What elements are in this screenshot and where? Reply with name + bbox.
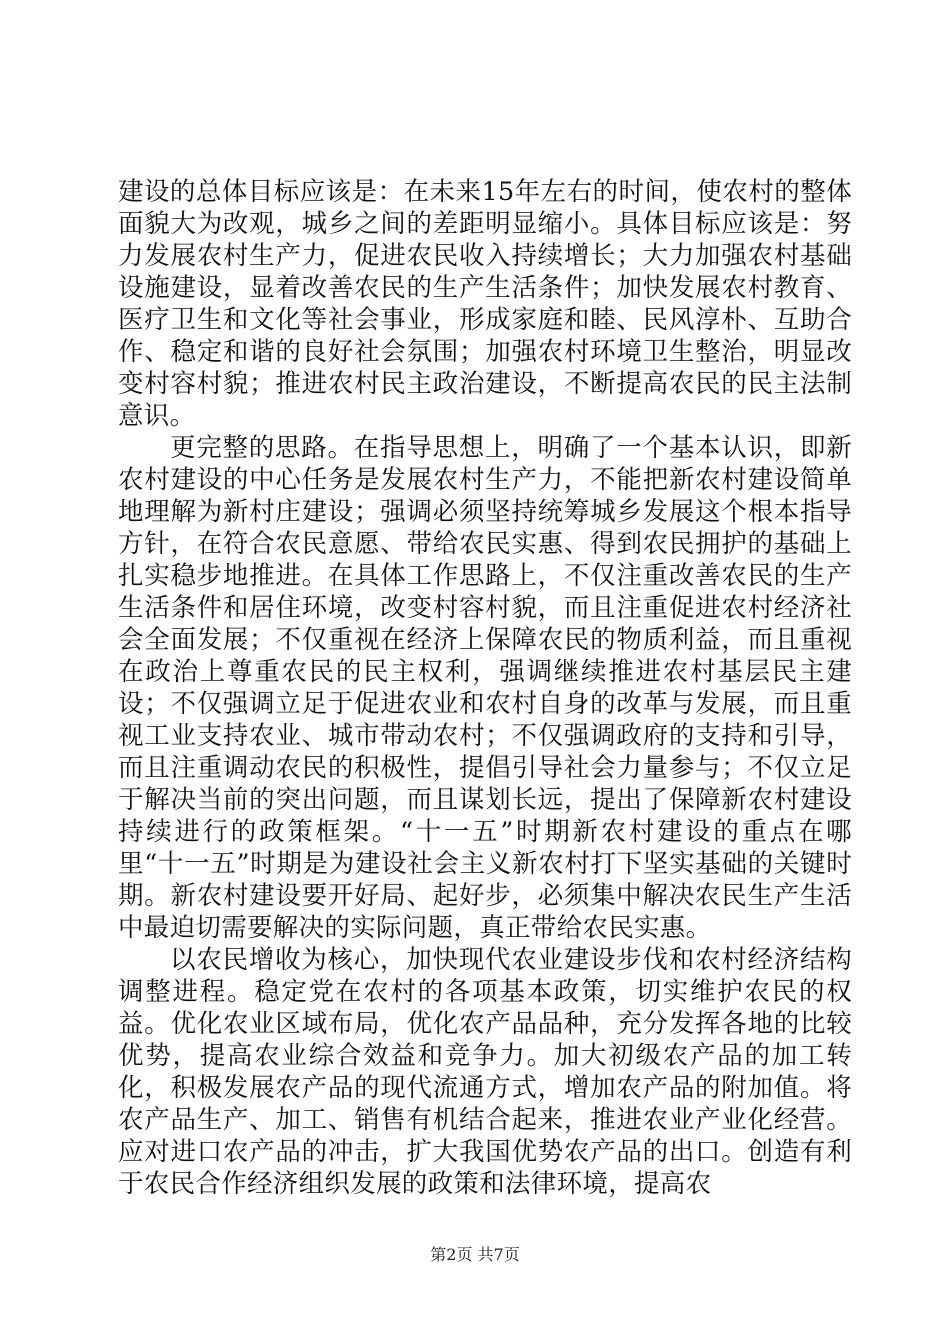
- document-body: [118, 176, 852, 1200]
- page-footer: 第2页 共7页: [430, 1245, 520, 1264]
- paragraph-farmer-income: 以农民增收为核心，加快现代农业建设步伐和农村经济结构调整进程。稳定党在农村的各项基本政策，切实维护农民的权益。优化农业区域布局，优化农产品品种，充分发挥各地的比较优势，提高农业综合效益和竞争力。加大初级农产品的加工转化，积极发展农产品的现代流通方式，增加农产品的附加值。将农产品生产、加工、销售有机结合起来，推进农业产业化经营。应对进口农产品的冲击，扩大我国优势农产品的出口。创造有利于农民合作经济组织发展的政策和法律环境，提高农: [118, 945, 852, 1199]
- paragraph-overall-goal: 建设的总体目标应该是：在未来15年左右的时间，使农村的整体面貌大为改观，城乡之间的差距明显缩小。具体目标应该是：努力发展农村生产力，促进农民收入持续增长；大力加强农村基础设施建设，显着改善农民的生产生活条件；加快发展农村教育、医疗卫生和文化等社会事业，形成家庭和睦、民风淳朴、互助合作、稳定和谐的良好社会氛围；加强农村环境卫生整治，明显改变村容村貌；推进农村民主政治建设，不断提高农民的民主法制意识。: [118, 177, 852, 431]
- paragraph-complete-approach: 更完整的思路。在指导思想上，明确了一个基本认识，即新农村建设的中心任务是发展农村生产力，不能把新农村建设简单地理解为新村庄建设；强调必须坚持统筹城乡发展这个根本指导方针，在符合农民意愿、带给农民实惠、得到农民拥护的基础上扎实稳步地推进。在具体工作思路上，不仅注重改善农民的生产生活条件和居住环境，改变村容村貌，而且注重促进农村经济社会全面发展；不仅重视在经济上保障农民的物质利益，而且重视在政治上尊重农民的民主权利，强调继续推进农村基层民主建设；不仅强调立足于促进农业和农村自身的改革与发展，而且重视工业支持农业、城市带动农村；不仅强调政府的支持和引导，而且注重调动农民的积极性，提倡引导社会力量参与；不仅立足于解决当前的突出问题，而且谋划长远，提出了保障新农村建设持续进行的政策框架。“十一五”时期新农村建设的重点在哪里“十一五”时期是为建设社会主义新农村打下坚实基础的关键时期。新农村建设要开好局、起好步，必须集中解决农民生产生活中最迫切需要解决的实际问题，真正带给农民实惠。: [118, 433, 852, 943]
